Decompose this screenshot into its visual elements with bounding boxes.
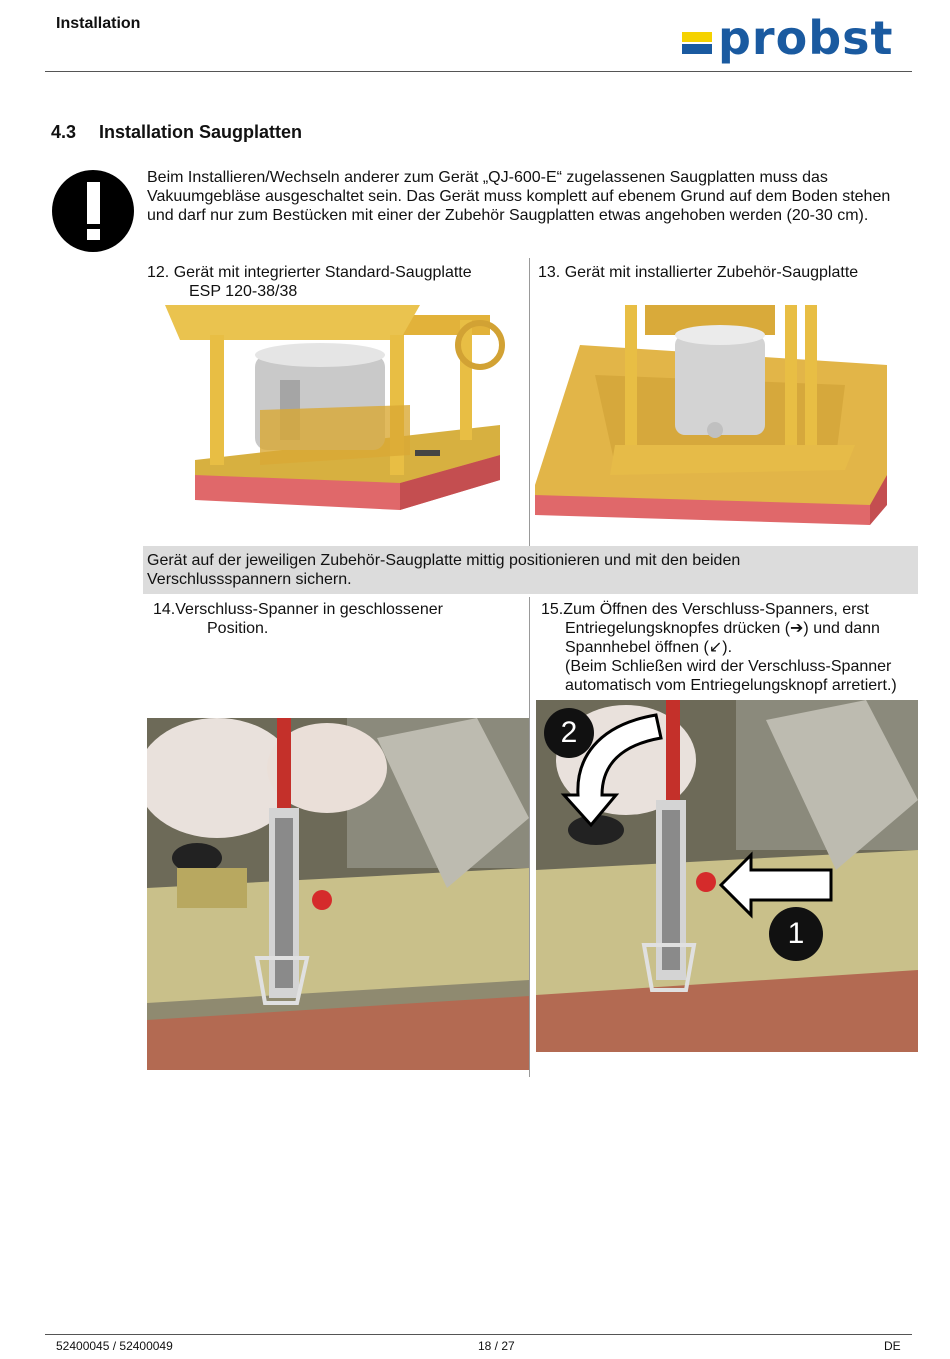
device-standard-plate-image xyxy=(160,305,530,515)
step-15-line2: Entriegelungsknopfes drücken (➔) und dann xyxy=(565,620,880,637)
header-section-title: Installation xyxy=(56,15,141,32)
section-heading xyxy=(51,122,302,143)
exclamation-icon xyxy=(52,170,134,252)
step-15-caption xyxy=(541,600,869,619)
logo-blue-bar xyxy=(682,44,712,54)
clamp-open-photo xyxy=(536,700,918,1052)
column-divider-bottom xyxy=(529,597,530,1077)
step-13-line1: Gerät mit installierter Zubehör-Saugplatte xyxy=(564,264,859,281)
step-12-line2: ESP 120-38/38 xyxy=(189,283,298,300)
step-14-caption xyxy=(153,600,443,619)
step-15-line4: (Beim Schließen wird der Verschluss-Spanner xyxy=(565,658,892,675)
logo-wordmark: probst xyxy=(718,11,894,65)
section-title: Installation Saugplatten xyxy=(99,122,303,142)
device-accessory-plate-image xyxy=(535,305,887,530)
step-13-number: 13. xyxy=(538,264,561,281)
footer-rule xyxy=(45,1334,912,1335)
note-text: Gerät auf der jeweiligen Zubehör-Saugplatte mittig positionieren und mit den beiden Verschlussspannern sichern. xyxy=(147,552,741,588)
logo-yellow-bar xyxy=(682,32,712,42)
step-15-line3: Spannhebel öffnen (↙). xyxy=(565,639,733,656)
footer-page-number: 18 / 27 xyxy=(478,1339,515,1353)
step-14-number: 14. xyxy=(153,601,176,618)
callout-2-badge: 2 xyxy=(544,708,594,758)
step-15-line1: Zum Öffnen des Verschluss-Spanners, erst xyxy=(563,601,869,618)
header-rule xyxy=(45,71,912,72)
step-14-line2: Position. xyxy=(207,620,269,637)
clamp-closed-photo xyxy=(147,718,529,1070)
step-12-caption xyxy=(147,263,472,282)
probst-logo xyxy=(680,11,906,68)
step-15-line5: automatisch vom Entriegelungsknopf arretiert.) xyxy=(565,677,897,694)
footer-language: DE xyxy=(884,1339,901,1353)
step-15-number: 15. xyxy=(541,601,564,618)
step-14-line1: Verschluss-Spanner in geschlossener xyxy=(175,601,443,618)
callout-1-badge: 1 xyxy=(769,907,823,961)
step-13-caption xyxy=(538,263,858,282)
step-12-line1: Gerät mit integrierter Standard-Saugplatte xyxy=(173,264,472,281)
warning-text: Beim Installieren/Wechseln anderer zum Gerät „QJ-600-E“ zugelassenen Saugplatten muss das Vakuumgebläse ausgeschaltet sein. Das Gerät muss komplett auf ebenem Grund auf dem Boden stehen und darf nur zum Bestücken mit einer der Zubehör Saugplatten etwas angehoben werden (20-30 cm). xyxy=(147,169,891,224)
footer-doc-numbers: 52400045 / 52400049 xyxy=(56,1339,173,1353)
step-12-number: 12. xyxy=(147,264,170,281)
section-number: 4.3 xyxy=(51,122,77,142)
